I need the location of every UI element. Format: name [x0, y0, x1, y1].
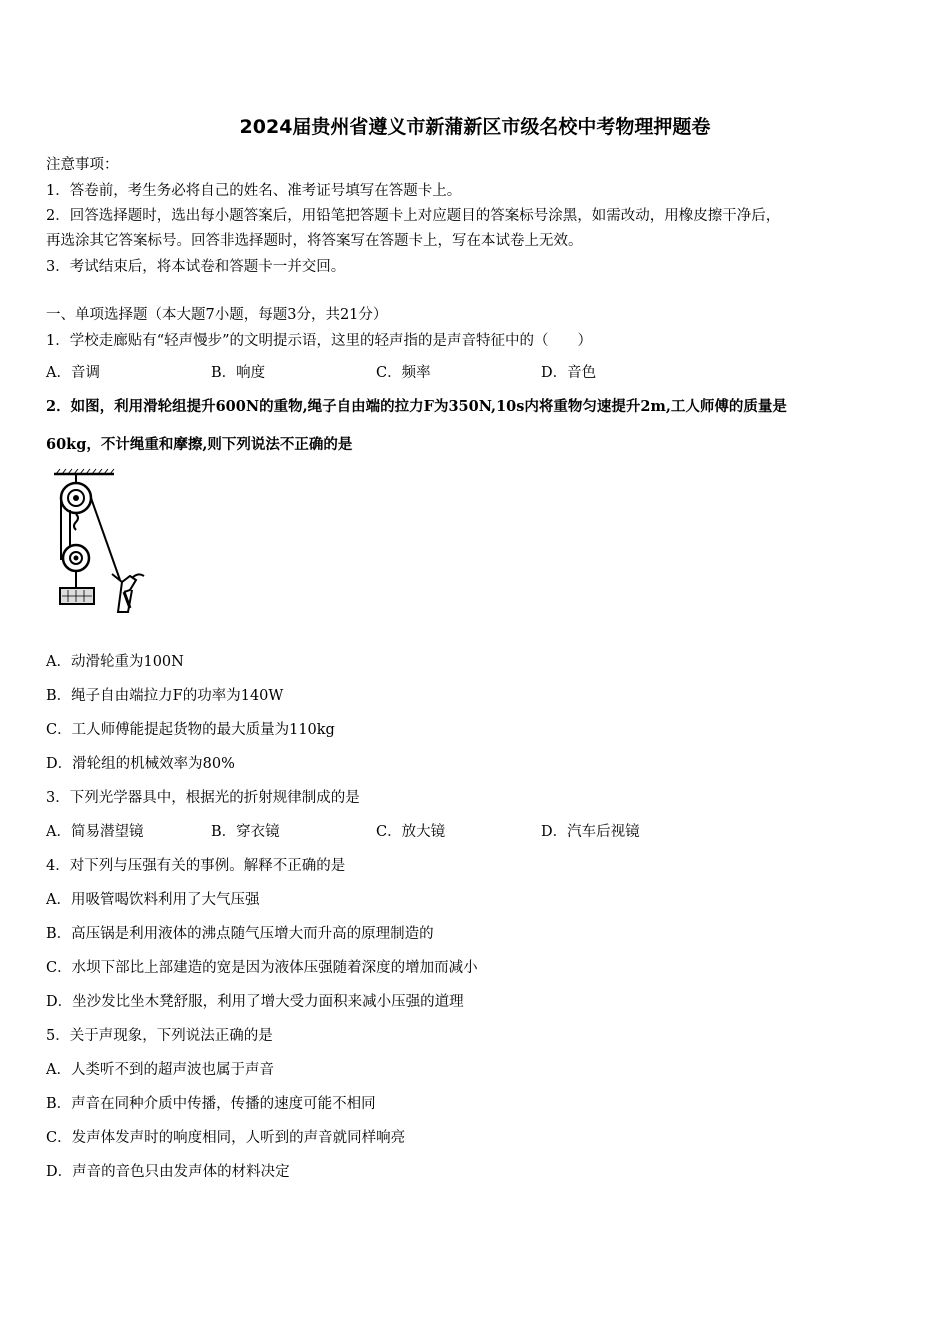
weight-block	[60, 588, 94, 604]
fixed-pulley	[61, 483, 91, 513]
q2-option-d: D．滑轮组的机械效率为80%	[46, 756, 235, 772]
q2-stem-line1: 2．如图，利用滑轮组提升600N的重物,绳子自由端的拉力F为350N,10s内将重物匀速提升2m,工人师傅的质量是	[46, 398, 787, 415]
q3-option-b: B．穿衣镜	[211, 824, 280, 840]
q1-option-a: A．音调	[46, 365, 100, 381]
q4-option-a: A．用吸管喝饮料利用了大气压强	[46, 892, 260, 908]
q4-option-d: D．坐沙发比坐木凳舒服，利用了增大受力面积来减小压强的道理	[46, 994, 464, 1010]
q1-stem: 1．学校走廊贴有“轻声慢步”的文明提示语，这里的轻声指的是声音特征中的（ ）	[46, 333, 593, 349]
movable-pulley	[63, 545, 89, 588]
q1-option-b: B．响度	[211, 365, 266, 381]
q2-option-c: C．工人师傅能提起货物的最大质量为110kg	[46, 722, 335, 738]
q4-stem: 4．对下列与压强有关的事例。解释不正确的是	[46, 858, 346, 874]
section-heading: 一、单项选择题（本大题7小题，每题3分，共21分）	[46, 307, 388, 323]
notice-heading: 注意事项：	[46, 157, 119, 173]
q5-option-b: B．声音在同种介质中传播，传播的速度可能不相同	[46, 1096, 376, 1112]
q3-option-d: D．汽车后视镜	[541, 824, 640, 840]
q2-stem-line2: 60kg，不计绳重和摩擦,则下列说法不正确的是	[46, 436, 353, 453]
q4-option-c: C．水坝下部比上部建造的宽是因为液体压强随着深度的增加而减小	[46, 960, 478, 976]
worker-hand	[112, 574, 144, 612]
pulley-figure	[50, 468, 160, 628]
notice-item: 2．回答选择题时，选出每小题答案后，用铅笔把答题卡上对应题目的答案标号涂黑，如需改动，用橡皮擦干净后，	[46, 208, 781, 224]
q5-option-c: C．发声体发声时的响度相同，人听到的声音就同样响亮	[46, 1130, 406, 1146]
q2-option-b: B．绳子自由端拉力F的功率为140W	[46, 688, 284, 704]
notice-item: 3．考试结束后，将本试卷和答题卡一并交回。	[46, 259, 346, 275]
q1-option-d: D．音色	[541, 365, 597, 381]
q5-stem: 5．关于声现象，下列说法正确的是	[46, 1028, 273, 1044]
q5-option-d: D．声音的音色只由发声体的材料决定	[46, 1164, 290, 1180]
q4-option-b: B．高压锅是利用液体的沸点随气压增大而升高的原理制造的	[46, 926, 434, 942]
notice-item: 再选涂其它答案标号。回答非选择题时，将答案写在答题卡上，写在本试卷上无效。	[46, 233, 583, 249]
q3-stem: 3．下列光学器具中，根据光的折射规律制成的是	[46, 790, 360, 806]
q3-option-a: A．简易潜望镜	[46, 824, 144, 840]
q3-option-c: C．放大镜	[376, 824, 446, 840]
q1-option-c: C．频率	[376, 365, 431, 381]
q5-option-a: A．人类听不到的超声波也属于声音	[46, 1062, 274, 1078]
page-title: 2024届贵州省遵义市新蒲新区市级名校中考物理押题卷	[239, 116, 711, 138]
notice-item: 1．答卷前，考生务必将自己的姓名、准考证号填写在答题卡上。	[46, 183, 462, 199]
q2-option-a: A．动滑轮重为100N	[46, 654, 184, 670]
ceiling-mount	[54, 469, 114, 484]
